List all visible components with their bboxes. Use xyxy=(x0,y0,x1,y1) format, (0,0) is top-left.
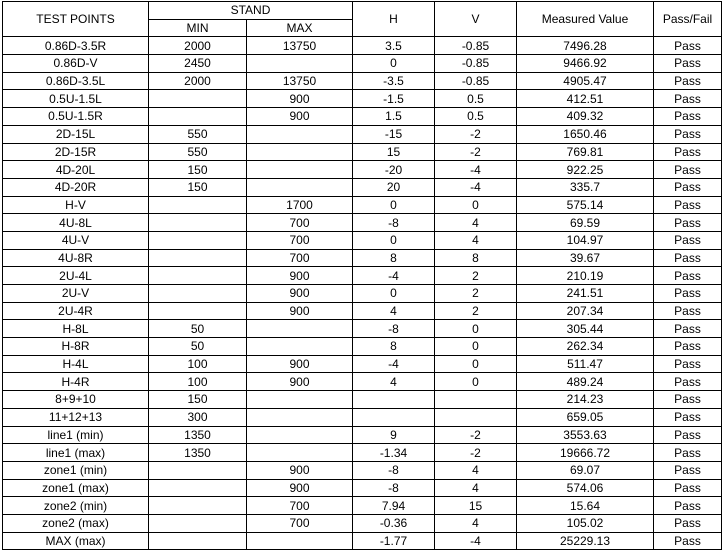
table-body xyxy=(3,37,722,550)
cell-h: 3.5 xyxy=(353,37,435,55)
cell-test-point: 0.86D-3.5R xyxy=(3,37,149,55)
header-h: H xyxy=(353,2,435,37)
cell-max: 13750 xyxy=(247,37,353,55)
table-row xyxy=(3,249,722,267)
cell-pass-fail: Pass xyxy=(654,444,722,462)
cell-min: 150 xyxy=(149,178,247,196)
cell-measured-value: 1650.46 xyxy=(517,125,654,143)
cell-min: 2000 xyxy=(149,72,247,90)
cell-measured-value: 9466.92 xyxy=(517,55,654,73)
cell-h: 0 xyxy=(353,231,435,249)
cell-min: 50 xyxy=(149,320,247,338)
cell-h: -20 xyxy=(353,161,435,179)
cell-pass-fail: Pass xyxy=(654,373,722,391)
cell-test-point: MAX (max) xyxy=(3,532,149,550)
cell-v xyxy=(435,408,517,426)
cell-v: -0.85 xyxy=(435,55,517,73)
cell-measured-value: 575.14 xyxy=(517,196,654,214)
cell-test-point: 8+9+10 xyxy=(3,391,149,409)
cell-h: 0 xyxy=(353,285,435,303)
cell-h: -15 xyxy=(353,125,435,143)
cell-h: 0 xyxy=(353,55,435,73)
cell-v: 8 xyxy=(435,249,517,267)
cell-max xyxy=(247,161,353,179)
cell-max xyxy=(247,143,353,161)
cell-min xyxy=(149,302,247,320)
table-row xyxy=(3,267,722,285)
cell-pass-fail: Pass xyxy=(654,125,722,143)
cell-min: 2000 xyxy=(149,37,247,55)
cell-h: -1.34 xyxy=(353,444,435,462)
cell-h: -4 xyxy=(353,355,435,373)
cell-max xyxy=(247,178,353,196)
cell-min: 100 xyxy=(149,373,247,391)
table-row xyxy=(3,320,722,338)
table-row xyxy=(3,444,722,462)
cell-v: -4 xyxy=(435,161,517,179)
cell-pass-fail: Pass xyxy=(654,267,722,285)
cell-h: -1.5 xyxy=(353,90,435,108)
cell-measured-value: 105.02 xyxy=(517,514,654,532)
cell-min: 550 xyxy=(149,143,247,161)
cell-test-point: H-V xyxy=(3,196,149,214)
cell-test-point: H-4L xyxy=(3,355,149,373)
cell-min xyxy=(149,461,247,479)
cell-pass-fail: Pass xyxy=(654,37,722,55)
cell-h: -0.36 xyxy=(353,514,435,532)
cell-min xyxy=(149,267,247,285)
cell-pass-fail: Pass xyxy=(654,408,722,426)
cell-min xyxy=(149,497,247,515)
cell-h: 8 xyxy=(353,249,435,267)
cell-measured-value: 769.81 xyxy=(517,143,654,161)
cell-max xyxy=(247,391,353,409)
table-row xyxy=(3,72,722,90)
cell-test-point: H-8R xyxy=(3,338,149,356)
cell-v: 0 xyxy=(435,355,517,373)
cell-v: 4 xyxy=(435,461,517,479)
cell-test-point: zone1 (min) xyxy=(3,461,149,479)
cell-measured-value: 25229.13 xyxy=(517,532,654,550)
cell-measured-value: 69.59 xyxy=(517,214,654,232)
cell-max xyxy=(247,55,353,73)
cell-test-point: 0.5U-1.5R xyxy=(3,108,149,126)
cell-max: 900 xyxy=(247,90,353,108)
cell-test-point: 4D-20L xyxy=(3,161,149,179)
cell-v: 4 xyxy=(435,479,517,497)
cell-v: -2 xyxy=(435,444,517,462)
header-v: V xyxy=(435,2,517,37)
cell-measured-value: 659.05 xyxy=(517,408,654,426)
cell-v: 4 xyxy=(435,231,517,249)
cell-min: 100 xyxy=(149,355,247,373)
cell-min xyxy=(149,249,247,267)
cell-h: 1.5 xyxy=(353,108,435,126)
cell-test-point: 0.86D-V xyxy=(3,55,149,73)
cell-v: 0 xyxy=(435,320,517,338)
cell-measured-value: 3553.63 xyxy=(517,426,654,444)
cell-measured-value: 214.23 xyxy=(517,391,654,409)
cell-min: 1350 xyxy=(149,444,247,462)
cell-test-point: line1 (max) xyxy=(3,444,149,462)
cell-measured-value: 489.24 xyxy=(517,373,654,391)
cell-max: 900 xyxy=(247,267,353,285)
cell-min xyxy=(149,196,247,214)
table-row xyxy=(3,143,722,161)
cell-min: 50 xyxy=(149,338,247,356)
cell-max: 1700 xyxy=(247,196,353,214)
cell-measured-value: 574.06 xyxy=(517,479,654,497)
cell-test-point: 11+12+13 xyxy=(3,408,149,426)
cell-test-point: zone1 (max) xyxy=(3,479,149,497)
cell-min xyxy=(149,90,247,108)
cell-max xyxy=(247,125,353,143)
cell-v xyxy=(435,391,517,409)
cell-min: 300 xyxy=(149,408,247,426)
cell-test-point: H-8L xyxy=(3,320,149,338)
cell-max: 700 xyxy=(247,249,353,267)
cell-min xyxy=(149,479,247,497)
cell-pass-fail: Pass xyxy=(654,338,722,356)
cell-h: 8 xyxy=(353,338,435,356)
cell-v: 0 xyxy=(435,338,517,356)
cell-measured-value: 19666.72 xyxy=(517,444,654,462)
cell-measured-value: 262.34 xyxy=(517,338,654,356)
cell-test-point: 0.5U-1.5L xyxy=(3,90,149,108)
table-row xyxy=(3,214,722,232)
cell-h: -3.5 xyxy=(353,72,435,90)
cell-min xyxy=(149,285,247,303)
cell-min: 150 xyxy=(149,161,247,179)
cell-min: 2450 xyxy=(149,55,247,73)
cell-test-point: 4U-8L xyxy=(3,214,149,232)
cell-v: -2 xyxy=(435,143,517,161)
cell-measured-value: 412.51 xyxy=(517,90,654,108)
cell-max: 900 xyxy=(247,302,353,320)
cell-pass-fail: Pass xyxy=(654,231,722,249)
cell-h: -8 xyxy=(353,479,435,497)
cell-min xyxy=(149,532,247,550)
cell-measured-value: 39.67 xyxy=(517,249,654,267)
cell-max: 700 xyxy=(247,497,353,515)
cell-test-point: H-4R xyxy=(3,373,149,391)
table-row xyxy=(3,338,722,356)
cell-v: -4 xyxy=(435,532,517,550)
cell-v: 4 xyxy=(435,214,517,232)
cell-test-point: 4U-8R xyxy=(3,249,149,267)
table-row xyxy=(3,302,722,320)
cell-min: 1350 xyxy=(149,426,247,444)
cell-test-point: 4D-20R xyxy=(3,178,149,196)
table-row xyxy=(3,426,722,444)
cell-pass-fail: Pass xyxy=(654,355,722,373)
cell-min: 150 xyxy=(149,391,247,409)
cell-max xyxy=(247,532,353,550)
cell-h: -8 xyxy=(353,461,435,479)
cell-max: 900 xyxy=(247,479,353,497)
cell-v: 15 xyxy=(435,497,517,515)
cell-pass-fail: Pass xyxy=(654,285,722,303)
cell-pass-fail: Pass xyxy=(654,72,722,90)
header-measured-value: Measured Value xyxy=(517,2,654,37)
cell-h: 0 xyxy=(353,196,435,214)
table-row xyxy=(3,514,722,532)
cell-h: -4 xyxy=(353,267,435,285)
cell-v: 2 xyxy=(435,302,517,320)
cell-v: -2 xyxy=(435,426,517,444)
cell-v: 2 xyxy=(435,267,517,285)
cell-v: 2 xyxy=(435,285,517,303)
cell-test-point: 2U-4L xyxy=(3,267,149,285)
cell-measured-value: 922.25 xyxy=(517,161,654,179)
cell-pass-fail: Pass xyxy=(654,461,722,479)
table-row xyxy=(3,55,722,73)
cell-v: 0.5 xyxy=(435,108,517,126)
cell-h: 9 xyxy=(353,426,435,444)
cell-v: 0.5 xyxy=(435,90,517,108)
cell-max: 13750 xyxy=(247,72,353,90)
cell-pass-fail: Pass xyxy=(654,55,722,73)
cell-measured-value: 69.07 xyxy=(517,461,654,479)
cell-pass-fail: Pass xyxy=(654,178,722,196)
cell-measured-value: 15.64 xyxy=(517,497,654,515)
table-row xyxy=(3,373,722,391)
cell-pass-fail: Pass xyxy=(654,532,722,550)
cell-pass-fail: Pass xyxy=(654,426,722,444)
cell-max: 900 xyxy=(247,355,353,373)
cell-h: 7.94 xyxy=(353,497,435,515)
cell-measured-value: 207.34 xyxy=(517,302,654,320)
cell-min xyxy=(149,231,247,249)
cell-pass-fail: Pass xyxy=(654,161,722,179)
cell-min: 550 xyxy=(149,125,247,143)
cell-test-point: zone2 (min) xyxy=(3,497,149,515)
cell-max xyxy=(247,444,353,462)
cell-v: 0 xyxy=(435,373,517,391)
table-row xyxy=(3,285,722,303)
cell-h xyxy=(353,391,435,409)
header-max: MAX xyxy=(247,19,353,37)
table-row xyxy=(3,479,722,497)
table-row xyxy=(3,178,722,196)
cell-max: 900 xyxy=(247,285,353,303)
cell-v: -0.85 xyxy=(435,37,517,55)
cell-max xyxy=(247,338,353,356)
cell-pass-fail: Pass xyxy=(654,143,722,161)
cell-h: 15 xyxy=(353,143,435,161)
cell-max: 900 xyxy=(247,108,353,126)
table-row xyxy=(3,391,722,409)
cell-h: 20 xyxy=(353,178,435,196)
cell-v: -2 xyxy=(435,125,517,143)
cell-test-point: 4U-V xyxy=(3,231,149,249)
header-min: MIN xyxy=(149,19,247,37)
cell-h: 4 xyxy=(353,373,435,391)
table-row xyxy=(3,161,722,179)
cell-test-point: zone2 (max) xyxy=(3,514,149,532)
cell-measured-value: 241.51 xyxy=(517,285,654,303)
table-row xyxy=(3,231,722,249)
cell-test-point: line1 (min) xyxy=(3,426,149,444)
cell-max xyxy=(247,426,353,444)
cell-pass-fail: Pass xyxy=(654,514,722,532)
cell-measured-value: 409.32 xyxy=(517,108,654,126)
cell-measured-value: 305.44 xyxy=(517,320,654,338)
cell-pass-fail: Pass xyxy=(654,320,722,338)
cell-measured-value: 7496.28 xyxy=(517,37,654,55)
cell-h: -1.77 xyxy=(353,532,435,550)
cell-pass-fail: Pass xyxy=(654,479,722,497)
cell-h: 4 xyxy=(353,302,435,320)
cell-h: -8 xyxy=(353,214,435,232)
cell-max xyxy=(247,320,353,338)
cell-measured-value: 335.7 xyxy=(517,178,654,196)
table-row xyxy=(3,37,722,55)
cell-pass-fail: Pass xyxy=(654,391,722,409)
table-row xyxy=(3,125,722,143)
cell-min xyxy=(149,108,247,126)
cell-test-point: 2D-15L xyxy=(3,125,149,143)
cell-pass-fail: Pass xyxy=(654,196,722,214)
cell-pass-fail: Pass xyxy=(654,249,722,267)
cell-pass-fail: Pass xyxy=(654,214,722,232)
test-results-table xyxy=(2,1,722,550)
cell-pass-fail: Pass xyxy=(654,302,722,320)
cell-pass-fail: Pass xyxy=(654,90,722,108)
table-row xyxy=(3,532,722,550)
cell-min xyxy=(149,214,247,232)
cell-v: -0.85 xyxy=(435,72,517,90)
cell-max: 700 xyxy=(247,214,353,232)
header-pass-fail: Pass/Fail xyxy=(654,2,722,37)
cell-h xyxy=(353,408,435,426)
table-header xyxy=(3,2,722,37)
cell-h: -8 xyxy=(353,320,435,338)
cell-pass-fail: Pass xyxy=(654,497,722,515)
cell-measured-value: 210.19 xyxy=(517,267,654,285)
cell-min xyxy=(149,514,247,532)
cell-pass-fail: Pass xyxy=(654,108,722,126)
table-row xyxy=(3,408,722,426)
table-row xyxy=(3,355,722,373)
cell-test-point: 0.86D-3.5L xyxy=(3,72,149,90)
cell-max xyxy=(247,408,353,426)
header-test-points: TEST POINTS xyxy=(3,2,149,37)
cell-v: 0 xyxy=(435,196,517,214)
table-row xyxy=(3,196,722,214)
cell-measured-value: 511.47 xyxy=(517,355,654,373)
header-stand: STAND xyxy=(149,2,353,20)
cell-v: 4 xyxy=(435,514,517,532)
cell-test-point: 2U-V xyxy=(3,285,149,303)
cell-max: 900 xyxy=(247,373,353,391)
table-row xyxy=(3,461,722,479)
cell-measured-value: 104.97 xyxy=(517,231,654,249)
cell-test-point: 2U-4R xyxy=(3,302,149,320)
table-row xyxy=(3,108,722,126)
table-row xyxy=(3,90,722,108)
cell-test-point: 2D-15R xyxy=(3,143,149,161)
cell-v: -4 xyxy=(435,178,517,196)
table-row xyxy=(3,497,722,515)
cell-max: 700 xyxy=(247,231,353,249)
cell-max: 700 xyxy=(247,514,353,532)
cell-measured-value: 4905.47 xyxy=(517,72,654,90)
cell-max: 900 xyxy=(247,461,353,479)
